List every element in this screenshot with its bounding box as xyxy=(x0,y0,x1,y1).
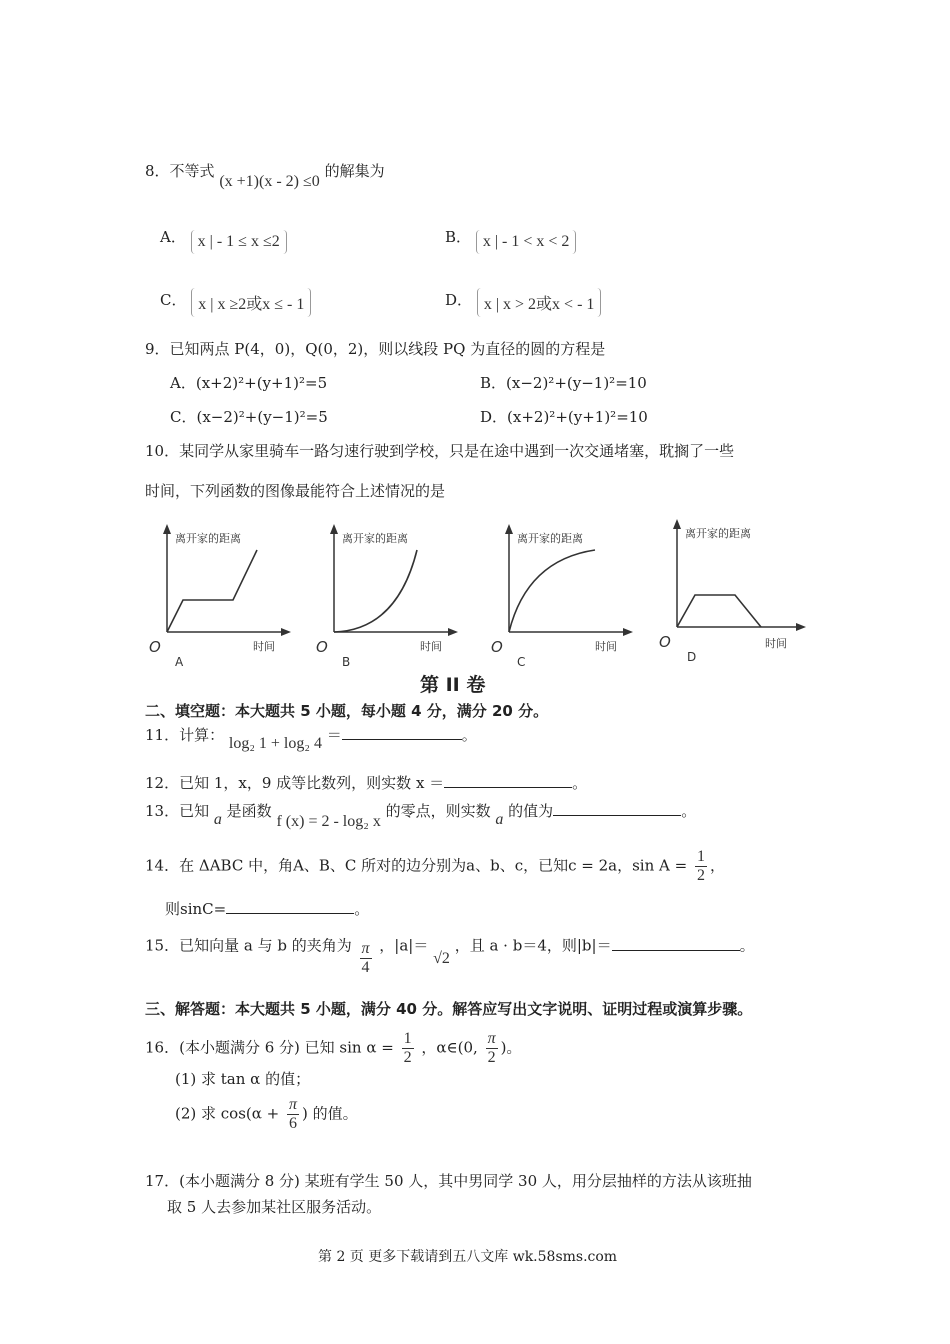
q15: 15．已知向量 a 与 b 的夹角为 $\frac{\pi}{4}$ ，|a|＝ √2 ，且 a · b＝4，则|b|＝ 。 xyxy=(145,936,755,976)
q10-graph-c-ylabel: 离开家的距离 xyxy=(517,532,583,545)
q8-option-c-set: x | x ≥2或x ≤ - 1 xyxy=(191,288,311,317)
section2-heading: 二、填空题：本大题共 5 小题，每小题 4 分，满分 20 分。 xyxy=(145,702,549,720)
q9-option-a: A．(x+2)²+(y+1)²=5 xyxy=(170,374,328,392)
q8-option-c: C． x | x ≥2或x ≤ - 1 xyxy=(160,284,311,313)
q10-graph-a-letter: A xyxy=(175,655,184,669)
q14-answer-blank[interactable] xyxy=(226,899,354,914)
q17-line2: 取 5 人去参加某社区服务活动。 xyxy=(167,1198,382,1216)
q8-option-a: A． x | - 1 ≤ x ≤2 xyxy=(160,226,287,250)
q9-option-c: C．(x−2)²+(y−1)²=5 xyxy=(170,408,328,426)
q9-option-d: D．(x+2)²+(y+1)²=10 xyxy=(480,408,648,426)
q13-function: f (x) = 2 - log₂ x xyxy=(276,813,381,830)
q16-part2: (2) 求 cos(α + $\frac{\pi}{6}$ ) 的值。 xyxy=(175,1096,358,1132)
q15-answer-blank[interactable] xyxy=(612,936,740,951)
q10-graph-d-xlabel: 时间 xyxy=(765,637,787,650)
q14-line2: 则sinC= 。 xyxy=(165,900,370,918)
volume-title: 第 II 卷 xyxy=(420,674,486,696)
q10-graph-b-xlabel: 时间 xyxy=(420,640,442,653)
q10-line2: 时间，下列函数的图像最能符合上述情况的是 xyxy=(145,482,446,500)
q15-sqrt: √2 xyxy=(433,949,450,967)
q10-graph-a-ylabel: 离开家的距离 xyxy=(175,532,241,545)
q10-graph-d-letter: D xyxy=(687,650,697,664)
q9-option-b: B．(x−2)²+(y−1)²=10 xyxy=(480,374,647,392)
q10-graph-c-letter: C xyxy=(517,655,526,669)
q14: 14．在 ΔABC 中，角A、B、C 所对的边分别为a、b、c，已知c = 2a，sin A = $\frac{1}{2}$ ， xyxy=(145,848,725,884)
q10-graph-a-xlabel: 时间 xyxy=(253,640,275,653)
q10-graph-d-origin: O xyxy=(659,633,671,651)
q10-graph-c xyxy=(487,520,637,670)
q8-option-a-set: x | - 1 ≤ x ≤2 xyxy=(191,230,287,254)
q17-line1: 17．(本小题满分 8 分) 某班有学生 50 人，其中男同学 30 人，用分层抽样的方法从该班抽 xyxy=(145,1172,752,1190)
q11-expr: log₂ 1 + log₂ 4 xyxy=(228,735,322,752)
section3-heading: 三、解答题：本大题共 5 小题，满分 40 分。解答应写出文字说明、证明过程或演算步骤。 xyxy=(145,1000,753,1018)
q12-answer-blank[interactable] xyxy=(444,773,572,788)
q11: 11．计算： log₂ 1 + log₂ 4 ＝ 。 xyxy=(145,726,477,752)
q16-part1: (1) 求 tan α 的值； xyxy=(175,1070,311,1088)
q16-sin-fraction: $\frac{1}{2}$ xyxy=(403,1030,412,1066)
q10-graph-b xyxy=(312,520,462,670)
page-footer: 第 2 页 更多下载请到五八文库 wk.58sms.com xyxy=(318,1249,618,1265)
q8-option-d-set: x | x > 2或x < - 1 xyxy=(477,288,602,317)
q16-interval-fraction: $\frac{\pi}{2}$ xyxy=(487,1030,496,1066)
q10-graph-c-xlabel: 时间 xyxy=(595,640,617,653)
q10-graph-d xyxy=(655,515,810,665)
q10-graph-b-ylabel: 离开家的距离 xyxy=(342,532,408,545)
q10-graph-a xyxy=(145,520,295,670)
q13: 13．已知 a 是函数 f (x) = 2 - log₂ x 的零点，则实数 a 的值为 。 xyxy=(145,802,697,830)
q15-angle-fraction: $\frac{\pi}{4}$ xyxy=(361,940,370,976)
q10-graph-a-origin: O xyxy=(149,638,161,656)
q10-line1: 10．某同学从家里骑车一路匀速行驶到学校，只是在途中遇到一次交通堵塞，耽搁了一些 xyxy=(145,442,735,460)
q10-graph-b-origin: O xyxy=(316,638,328,656)
q10-graph-c-origin: O xyxy=(491,638,503,656)
q16: 16．(本小题满分 6 分) 已知 sin α = $\frac{1}{2}$ ，α∈(0, $\frac{\pi}{2}$ )。 xyxy=(145,1030,522,1066)
q14-fraction: $\frac{1}{2}$ xyxy=(696,848,705,884)
q16-part2-fraction: $\frac{\pi}{6}$ xyxy=(289,1096,298,1132)
q8-option-b-set: x | - 1 < x < 2 xyxy=(476,230,577,254)
q8-inequality: (x +1)(x - 2) ≤0 xyxy=(219,173,320,190)
q11-answer-blank[interactable] xyxy=(342,725,462,740)
q10-graph-b-letter: B xyxy=(342,655,351,669)
q9-stem: 9．已知两点 P(4，0)，Q(0，2)，则以线段 PQ 为直径的圆的方程是 xyxy=(145,340,606,358)
q10-graph-d-ylabel: 离开家的距离 xyxy=(685,527,751,540)
q13-answer-blank[interactable] xyxy=(553,801,681,816)
q8-option-d: D． x | x > 2或x < - 1 xyxy=(445,284,601,313)
q8-option-b: B． x | - 1 < x < 2 xyxy=(445,226,576,250)
q12: 12．已知 1，x，9 成等比数列，则实数 x ＝ 。 xyxy=(145,774,588,792)
q8-stem: 8．不等式 (x +1)(x - 2) ≤0 的解集为 xyxy=(145,162,385,190)
